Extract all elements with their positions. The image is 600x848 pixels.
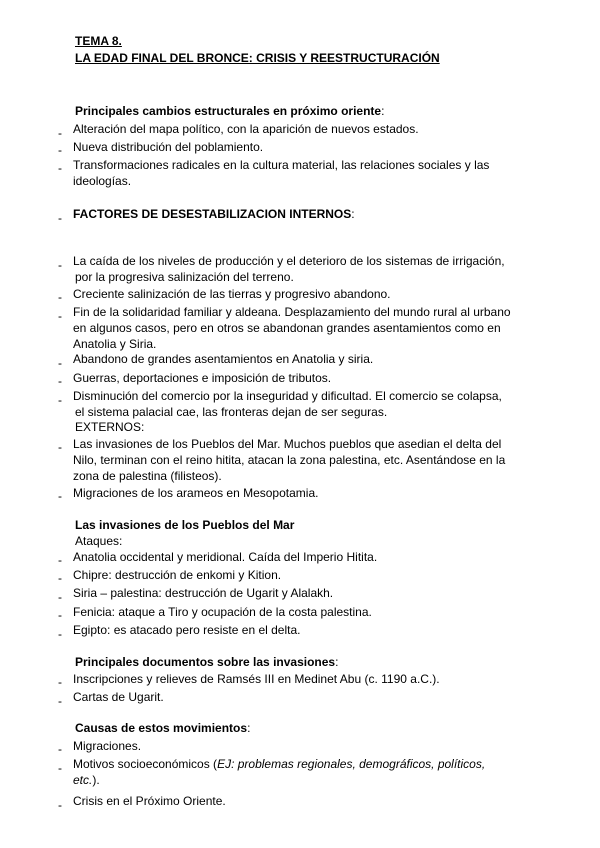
list-item-continuation bbox=[73, 773, 100, 788]
list-item: Egipto: es atacado pero resiste en el delta. bbox=[73, 623, 301, 637]
list-item: Abandono de grandes asentamientos en Anatolia y siria. bbox=[73, 352, 374, 366]
list-item-continuation: el sistema palacial cae, las fronteras dejan de ser seguras. bbox=[75, 405, 388, 419]
list-item-continuation: ideologías. bbox=[73, 174, 132, 188]
dash: - bbox=[58, 489, 62, 503]
dash: - bbox=[58, 161, 62, 175]
list-item: Chipre: destrucción de enkomi y Kition. bbox=[73, 568, 282, 582]
dash: - bbox=[58, 627, 62, 641]
list-item: Fin de la solidaridad familiar y aldeana. Desplazamiento del mundo rural al urbano bbox=[73, 305, 511, 319]
dash: - bbox=[58, 798, 62, 812]
causas-close: ). bbox=[92, 773, 100, 787]
dash: - bbox=[58, 126, 62, 140]
list-item-continuation: Nilo, terminan con el reino hitita, atacan la zona palestina, etc. Asentándose en la bbox=[73, 453, 506, 467]
dash: - bbox=[58, 143, 62, 157]
section-cambios-heading bbox=[75, 104, 384, 119]
heading-colon: : bbox=[381, 104, 385, 118]
dash: - bbox=[58, 211, 62, 225]
dash: - bbox=[58, 590, 62, 604]
dash: - bbox=[58, 694, 62, 708]
dash: - bbox=[58, 258, 62, 272]
list-item: Guerras, deportaciones e imposición de tributos. bbox=[73, 371, 332, 385]
heading-colon: : bbox=[335, 655, 339, 669]
doc-title: LA EDAD FINAL DEL BRONCE: CRISIS Y REESTRUCTURACIÓN bbox=[75, 51, 440, 65]
dash: - bbox=[58, 608, 62, 622]
list-item: Las invasiones de los Pueblos del Mar. Muchos pueblos que asedian el delta del bbox=[73, 437, 502, 451]
heading-text: FACTORES DE DESESTABILIZACION INTERNOS bbox=[73, 207, 352, 221]
list-item: Disminución del comercio por la inseguridad y dificultad. El comercio se colapsa, bbox=[73, 389, 502, 403]
dash: - bbox=[58, 553, 62, 567]
dash: - bbox=[58, 675, 62, 689]
dash: - bbox=[58, 571, 62, 585]
list-item: Siria – palestina: destrucción de Ugarit y Alalakh. bbox=[73, 586, 334, 600]
heading-text: Principales documentos sobre las invasiones bbox=[75, 655, 336, 669]
doc-tema: TEMA 8. bbox=[75, 34, 122, 48]
list-item-continuation: en algunos casos, pero en otros se abandonan grandes asentamientos como en bbox=[73, 321, 501, 335]
section-invasiones-heading: Las invasiones de los Pueblos del Mar bbox=[75, 518, 295, 532]
list-item: Migraciones de los arameos en Mesopotamia. bbox=[73, 486, 319, 500]
externos-label: EXTERNOS: bbox=[75, 420, 145, 434]
ataques-label: Ataques: bbox=[75, 534, 123, 548]
list-item: Migraciones. bbox=[73, 739, 142, 753]
causas-etc: etc. bbox=[73, 773, 93, 787]
list-item: Creciente salinización de las tierras y progresivo abandono. bbox=[73, 287, 391, 301]
heading-colon: : bbox=[351, 207, 355, 221]
section-documentos-heading bbox=[75, 655, 338, 670]
dash: - bbox=[58, 742, 62, 756]
list-item: Anatolia occidental y meridional. Caída del Imperio Hitita. bbox=[73, 550, 378, 564]
causas-example: EJ: problemas regionales, demográficos, políticos, bbox=[217, 757, 486, 771]
section-factores-heading bbox=[73, 207, 355, 222]
dash: - bbox=[58, 356, 62, 370]
list-item-continuation: por la progresiva salinización del terreno. bbox=[75, 270, 294, 284]
heading-colon: : bbox=[247, 721, 251, 735]
list-item: Cartas de Ugarit. bbox=[73, 690, 164, 704]
section-causas-heading bbox=[75, 721, 250, 736]
dash: - bbox=[58, 440, 62, 454]
causas-text-a bbox=[73, 757, 485, 772]
causas-plain: Motivos socioeconómicos ( bbox=[73, 757, 218, 771]
list-item: Crisis en el Próximo Oriente. bbox=[73, 794, 226, 808]
dash: - bbox=[58, 761, 62, 775]
list-item: Alteración del mapa político, con la aparición de nuevos estados. bbox=[73, 122, 419, 136]
dash: - bbox=[58, 374, 62, 388]
list-item-continuation: Anatolia y Siria. bbox=[73, 337, 157, 351]
dash: - bbox=[58, 309, 62, 323]
list-item: Nueva distribución del poblamiento. bbox=[73, 140, 264, 154]
heading-text: Principales cambios estructurales en próximo oriente bbox=[75, 104, 382, 118]
list-item: Inscripciones y relieves de Ramsés III en Medinet Abu (c. 1190 a.C.). bbox=[73, 672, 440, 686]
list-item-continuation: zona de palestina (filisteos). bbox=[73, 469, 222, 483]
dash: - bbox=[58, 290, 62, 304]
list-item: La caída de los niveles de producción y el deterioro de los sistemas de irrigación, bbox=[73, 254, 505, 268]
heading-text: Causas de estos movimientos bbox=[75, 721, 248, 735]
dash: - bbox=[58, 393, 62, 407]
list-item: Fenicia: ataque a Tiro y ocupación de la costa palestina. bbox=[73, 605, 372, 619]
list-item: Transformaciones radicales en la cultura material, las relaciones sociales y las bbox=[73, 158, 490, 172]
list-item bbox=[73, 757, 517, 772]
